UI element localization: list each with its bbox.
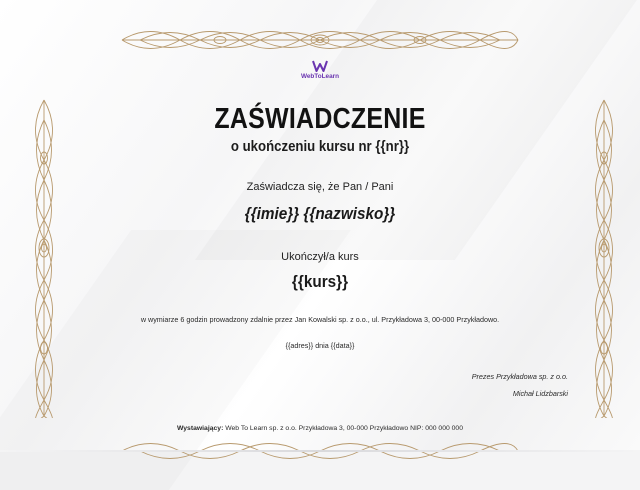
completed-text: Ukończył/a kurs xyxy=(281,251,359,263)
intro-text: Zaświadcza się, że Pan / Pani xyxy=(246,181,394,193)
logo-text: WebToLearn xyxy=(300,73,340,80)
certificate-title: ZAŚWIADCZENIE xyxy=(214,103,426,135)
issuer-label: Wystawiający: xyxy=(176,425,224,432)
top-ornament xyxy=(120,27,520,53)
signer-company: Prezes Przykładowa sp. z o.o. xyxy=(471,372,568,381)
course-details: w wymiarze 6 godzin prowadzony zdalnie przez Jan Kowalski sp. z o.o., ul. Przykładowa 3, 00-000 Przykładowo. xyxy=(140,315,500,324)
place-date: {{adres}} dnia {{data}} xyxy=(285,341,355,350)
company-logo xyxy=(296,60,344,90)
issuer-details: Web To Learn sp. z o.o. Przykładowa 3, 00-000 Przykładowo NIP: 000 000 000 xyxy=(223,425,463,432)
recipient-name: {{imie}} {{nazwisko}} xyxy=(244,204,396,223)
certificate-subtitle: o ukończeniu kursu nr {{nr}} xyxy=(230,138,410,155)
signer-name: Michał Lidzbarski xyxy=(512,389,568,398)
wtl-logo-icon xyxy=(312,60,328,72)
course-name: {{kurs}} xyxy=(291,272,349,291)
issuer-footer xyxy=(0,425,640,432)
